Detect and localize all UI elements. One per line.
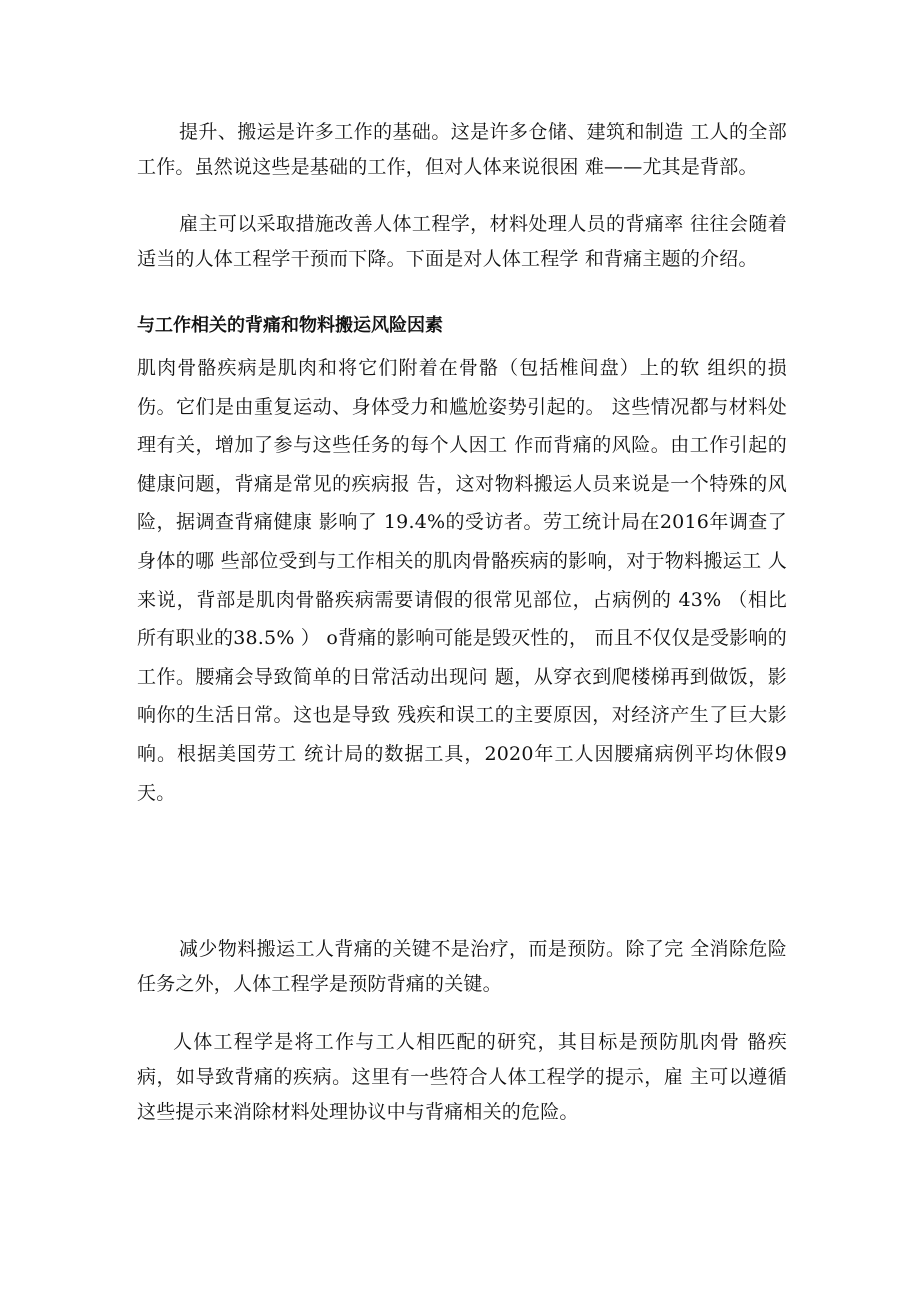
paragraph-intro: 提升、搬运是许多工作的基础。这是许多仓储、建筑和制造 工人的全部工作。虽然说这些是基础的工作，但对人体来说很困 难——尤其是背部。 bbox=[137, 121, 787, 178]
paragraph-prevention: 减少物料搬运工人背痛的关键不是治疗，而是预防。除了完 全消除危险任务之外，人体工程学是预防背痛的关键。 bbox=[137, 938, 787, 995]
paragraph-ergonomics: 人体工程学是将工作与工人相匹配的研究，其目标是预防肌肉骨 骼疾病，如导致背痛的疾病。这里有一些符合人体工程学的提示，雇 主可以遵循这些提示来消除材料处理协议中与背痛相关的危险。 bbox=[137, 1031, 787, 1123]
paragraph-msd: 肌肉骨骼疾病是肌肉和将它们附着在骨骼（包括椎间盘）上的软 组织的损伤。它们是由重复运动、身体受力和尴尬姿势引起的。 这些情况都与材料处理有关，增加了参与这些任务的每个人因工 作而背痛的风险。由工作引起的健康问题，背痛是常见的疾病报 告，这对物料搬运人员来说是一个特殊的风险，据调查背痛健康 影响了 19.4%的受访者。劳工统计局在2016年调查了身体的哪 些部位受到与工作相关的肌肉骨骼疾病的影响，对于物料搬运工 人来说，背部是肌肉骨骼疾病需要请假的很常见部位，占病例的 43% （相比所有职业的38.5% ） o背痛的影响可能是毁灭性的， 而且不仅仅是受影响的工作。腰痛会导致简单的日常活动出现问 题，从穿衣到爬楼梯再到做饭，影响你的生活日常。这也是导致 残疾和误工的主要原因，对经济产生了巨大影响。根据美国劳工 统计局的数据工具，2020年工人因腰痛病例平均休假9天。 bbox=[137, 357, 787, 804]
section-heading: 与工作相关的背痛和物料搬运风险因素 bbox=[137, 315, 443, 336]
paragraph-employer: 雇主可以采取措施改善人体工程学，材料处理人员的背痛率 往往会随着适当的人体工程学干预而下降。下面是对人体工程学 和背痛主题的介绍。 bbox=[137, 213, 787, 270]
